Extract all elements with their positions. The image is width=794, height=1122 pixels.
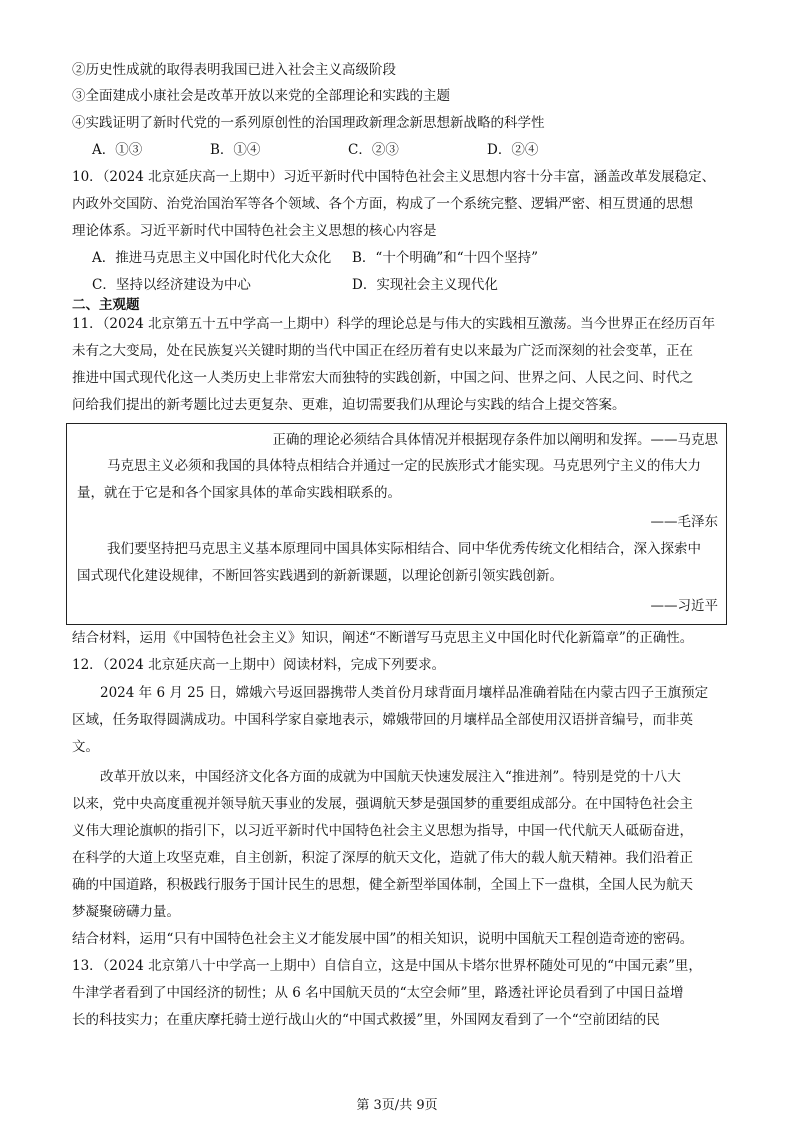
quote-xi-attribution: ——习近平 [650,598,718,614]
quote-marx: 正确的理论必须结合具体情况并根据现存条件加以阐明和发挥。——马克思 [272,432,718,448]
q12-para1-line: 文。 [72,739,99,755]
q12-heading: 12．（2024 北京延庆高一上期中）阅读材料，完成下列要求。 [72,657,446,673]
section-heading: 二、主观题 [72,297,140,313]
q13-line: 牛津学者看到了中国经济的韧性；从 6 名中国航天员的“太空会师”里，路透社评论员看到了中国日益增 [72,985,684,1001]
q10-line: 内政外交国防、治党治国治军等各个领域、各个方面，构成了一个系统完整、逻辑严密、相互贯通的思想 [72,196,693,212]
quote-box [66,423,727,625]
q12-para2-line: 义伟大理论旗帜的指引下，以习近平新时代中国特色社会主义思想为指导，中国一代代航天人砥砺奋进， [72,823,693,839]
q9-item-4: ④实践证明了新时代党的一系列原创性的治国理政新理念新思想新战略的科学性 [72,115,545,131]
quote-mao-attribution: ——毛泽东 [650,514,718,530]
q9-option-b: B．①④ [210,142,261,158]
q12-para2-line: 梦凝聚磅礴力量。 [72,904,180,920]
quote-mao-line: 量，就在于它是和各个国家具体的革命实践相联系的。 [77,485,401,501]
q13-line: 长的科技实力；在重庆摩托骑士逆行战山火的“中国式救援”里，外国网友看到了一个“空前团结的民 [72,1012,660,1028]
quote-xi-line: 我们要坚持把马克思主义基本原理同中国具体实际相结合、同中华优秀传统文化相结合，深入探索中 [107,541,701,557]
q13-line: 13．（2024 北京第八十中学高一上期中）自信自立，这是中国从卡塔尔世界杯随处可见的“中国元素”里， [72,958,702,974]
q12-task: 结合材料，运用“只有中国特色社会主义才能发展中国”的相关知识，说明中国航天工程创造奇迹的密码。 [72,931,694,947]
q11-line: 推进中国式现代化这一人类历史上非常宏大而独特的实践创新，中国之问、世界之问、人民之问、时代之 [72,370,693,386]
q9-option-c: C．②③ [348,142,399,158]
q11-line: 11．（2024 北京第五十五中学高一上期中）科学的理论总是与伟大的实践相互激荡。当今世界正在经历百年 [72,316,716,332]
page-footer: 第 3页/共 9页 [356,1098,438,1113]
quote-xi-line: 国式现代化建设规律，不断回答实践遇到的新新课题，以理论创新引领实践创新。 [77,568,563,584]
q9-option-a: A．①③ [92,142,143,158]
q10-options-row2 [0,275,794,295]
q10-option-d: D．实现社会主义现代化 [352,277,498,293]
q10-option-a: A．推进马克思主义中国化时代化大众化 [92,250,332,266]
q10-option-b: B．“十个明确”和“十四个坚持” [352,250,539,266]
q9-option-d: D．②④ [487,142,539,158]
q10-line: 10．（2024 北京延庆高一上期中）习近平新时代中国特色社会主义思想内容十分丰富，涵盖改革发展稳定、 [72,169,716,185]
q12-para2-line: 确的中国道路，积极践行服务于国计民生的思想，健全新型举国体制，全国上下一盘棋，全国人民为航天 [72,877,693,893]
q10-options-row1 [0,248,794,268]
q12-para1-line: 区域，任务取得圆满成功。中国科学家自豪地表示，嫦娥带回的月壤样品全部使用汉语拼音编号，而非英 [72,712,693,728]
q9-item-3: ③全面建成小康社会是改革开放以来党的全部理论和实践的主题 [72,88,450,104]
q12-para2-line: 改革开放以来，中国经济文化各方面的成就为中国航天快速发展注入“推进剂”。特别是党的十八大 [100,769,681,785]
q12-para2-line: 以来，党中央高度重视并领导航天事业的发展，强调航天梦是强国梦的重要组成部分。在中国特色社会主 [72,796,693,812]
q9-item-2: ②历史性成就的取得表明我国已进入社会主义高级阶段 [72,62,396,78]
q12-para1-line: 2024 年 6 月 25 日，嫦娥六号返回器携带人类首份月球背面月壤样品准确着陆在内蒙古四子王旗预定 [100,685,709,701]
q11-line: 问给我们提出的新考题比过去更复杂、更难，迫切需要我们从理论与实践的结合上提交答案。 [72,397,626,413]
quote-mao-line: 马克思主义必须和我国的具体特点相结合并通过一定的民族形式才能实现。马克思列宁主义的伟大力 [107,458,701,474]
q9-options [0,140,794,160]
q12-para2-line: 在科学的大道上攻坚克难，自主创新，积淀了深厚的航天文化，造就了伟大的载人航天精神。我们沿着正 [72,850,693,866]
q11-task: 结合材料，运用《中国特色社会主义》知识，阐述“不断谱写马克思主义中国化时代化新篇章”的正确性。 [72,630,694,646]
q11-line: 未有之大变局，处在民族复兴关键时期的当代中国正在经历着有史以来最为广泛而深刻的社会变革，正在 [72,343,693,359]
q10-line: 理论体系。习近平新时代中国特色社会主义思想的核心内容是 [72,223,437,239]
q10-option-c: C．坚持以经济建设为中心 [92,277,251,293]
